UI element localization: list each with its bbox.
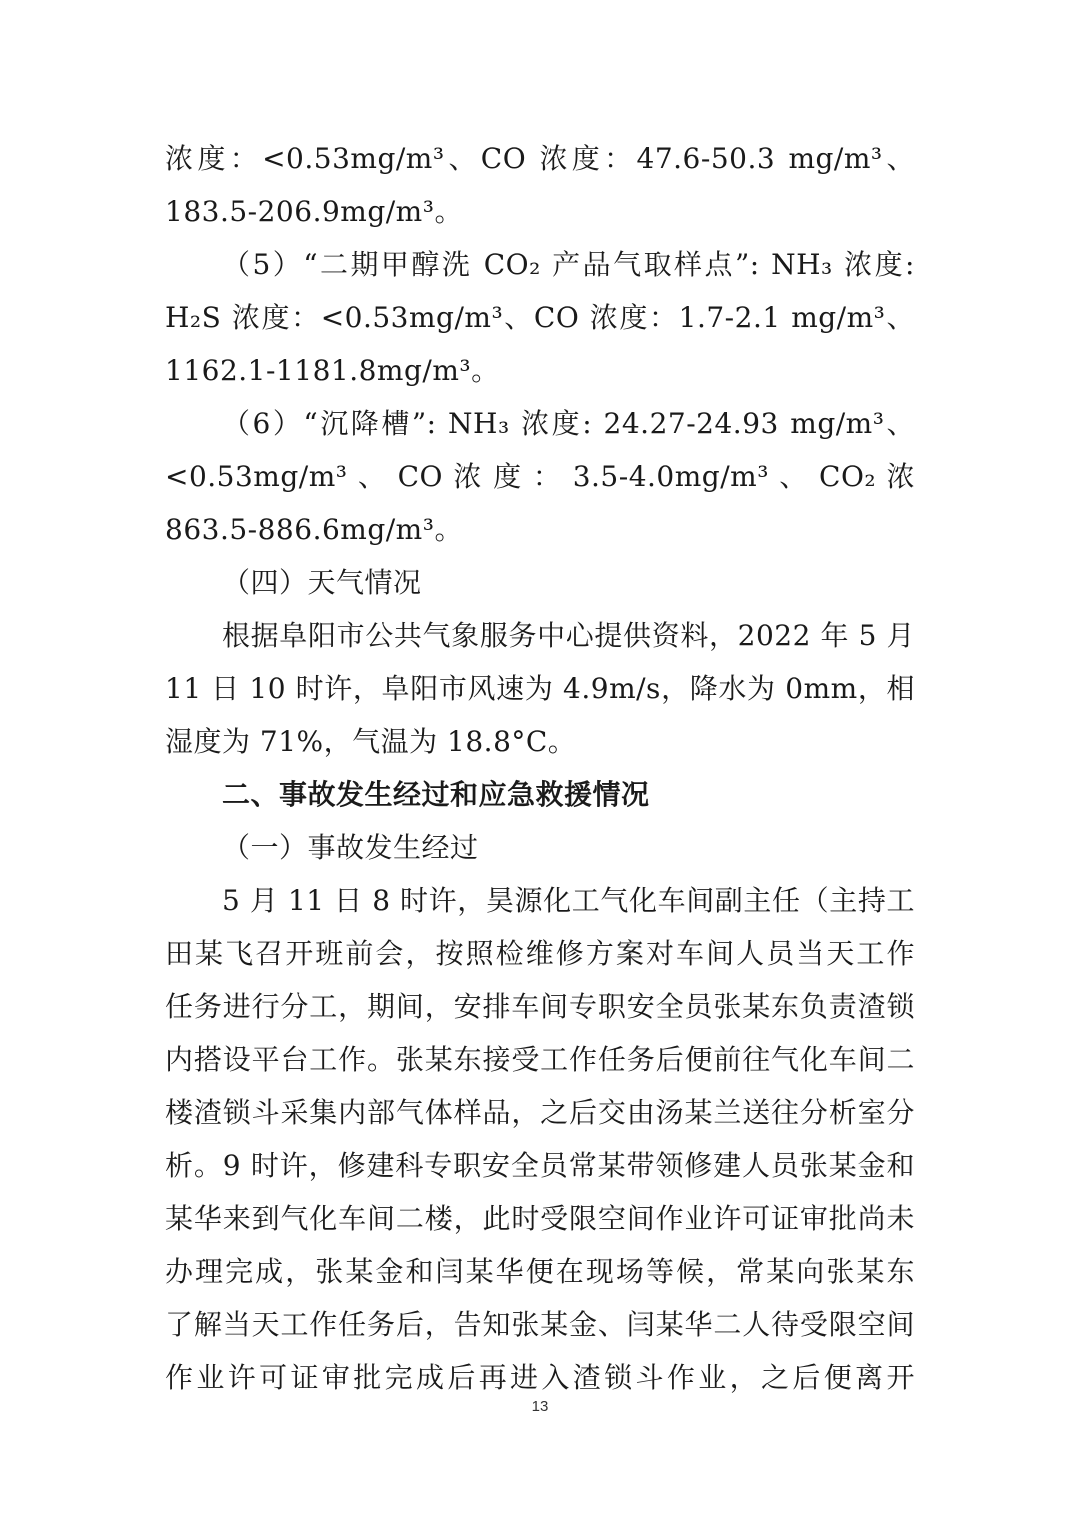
text-line: 5 月 11 日 8 时许，昊源化工气化车间副主任（主持工 bbox=[222, 884, 915, 917]
text-line: （6）“沉降槽”: NH₃ 浓度: 24.27-24.93 mg/m³、 bbox=[222, 407, 915, 440]
text-line: 了解当天工作任务后，告知张某金、闫某华二人待受限空间 bbox=[165, 1308, 915, 1341]
text-line: 田某飞召开班前会，按照检维修方案对车间人员当天工作 bbox=[165, 937, 915, 970]
text-line: （一）事故发生经过 bbox=[222, 831, 479, 864]
text-line: 1162.1-1181.8mg/m³。 bbox=[165, 354, 500, 387]
text-line: 二、事故发生经过和应急救援情况 bbox=[222, 778, 650, 811]
text-line: （5）“二期甲醇洗 CO₂ 产品气取样点”: NH₃ 浓度: bbox=[222, 248, 915, 281]
text-line: 内搭设平台工作。张某东接受工作任务后便前往气化车间二 bbox=[165, 1043, 915, 1076]
page-number: 13 bbox=[531, 1398, 549, 1415]
text-line: 湿度为 71%，气温为 18.8°C。 bbox=[165, 725, 577, 758]
text-line: （四）天气情况 bbox=[222, 566, 422, 599]
text-line: 作业许可证审批完成后再进入渣锁斗作业，之后便离开 bbox=[165, 1361, 915, 1394]
text-line: 183.5-206.9mg/m³。 bbox=[165, 195, 463, 228]
text-line: 析。9 时许，修建科专职安全员常某带领修建人员张某金和 bbox=[165, 1149, 915, 1182]
text-line: 楼渣锁斗采集内部气体样品，之后交由汤某兰送往分析室分 bbox=[165, 1096, 915, 1129]
text-line: 863.5-886.6mg/m³。 bbox=[165, 513, 463, 546]
document-body bbox=[165, 132, 915, 1404]
text-line: 根据阜阳市公共气象服务中心提供资料，2022 年 5 月 bbox=[222, 619, 915, 652]
text-line: 浓度：<0.53mg/m³、CO 浓度：47.6-50.3 mg/m³、 bbox=[165, 142, 915, 175]
text-line: H₂S 浓度：<0.53mg/m³、CO 浓度：1.7-2.1 mg/m³、 bbox=[165, 301, 915, 334]
text-line: 办理完成，张某金和闫某华便在现场等候，常某向张某东 bbox=[165, 1255, 915, 1288]
text-line: 某华来到气化车间二楼，此时受限空间作业许可证审批尚未 bbox=[165, 1202, 915, 1235]
text-line: <0.53mg/m³ 、 CO 浓 度 ： 3.5-4.0mg/m³ 、 CO₂ 浓 bbox=[165, 460, 915, 493]
text-line: 11 日 10 时许，阜阳市风速为 4.9m/s，降水为 0mm，相 bbox=[165, 672, 915, 705]
text-line: 任务进行分工，期间，安排车间专职安全员张某东负责渣锁 bbox=[165, 990, 915, 1023]
